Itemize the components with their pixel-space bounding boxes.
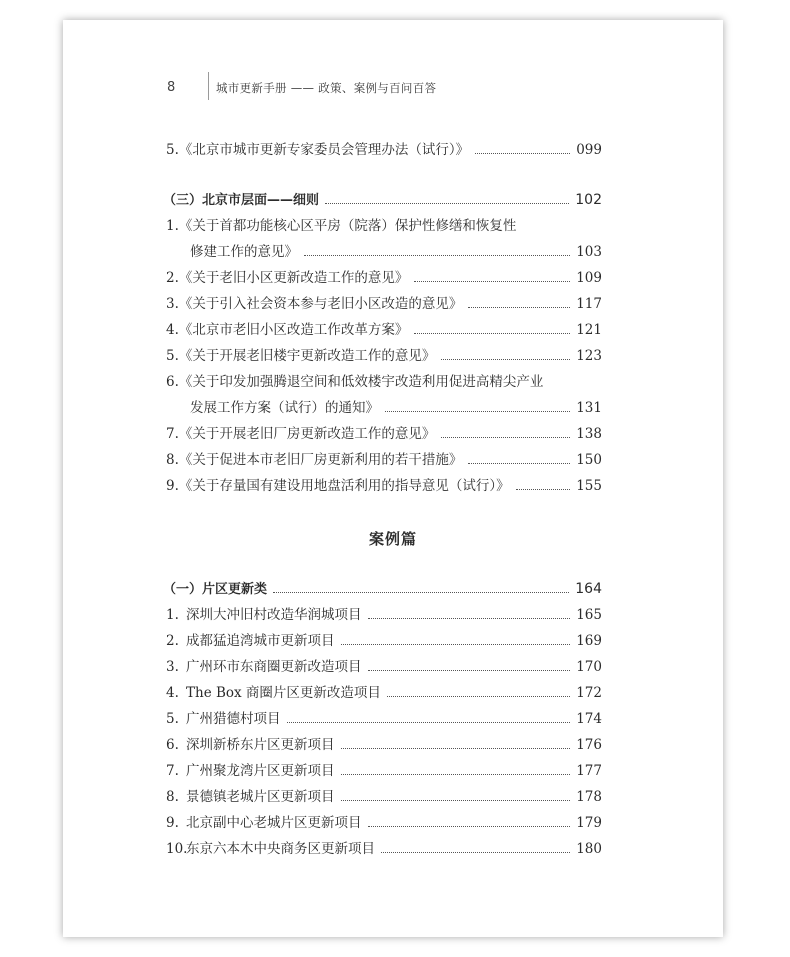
book-page <box>63 20 723 937</box>
section-title: （三）北京市层面——细则 <box>163 193 320 208</box>
entry-number: 8. <box>166 789 179 805</box>
entry-number: 8. <box>166 452 179 468</box>
entry-page: 109 <box>576 270 602 286</box>
toc-entry[interactable] <box>166 424 602 444</box>
dot-leader <box>273 591 569 593</box>
entry-title: 《关于存量国有建设用地盘活利用的指导意见（试行）》 <box>178 478 510 494</box>
toc-entry[interactable] <box>166 657 602 677</box>
toc-entry[interactable] <box>166 735 602 755</box>
entry-page: 165 <box>576 607 602 623</box>
entry-number: 5. <box>166 348 179 364</box>
toc-entry[interactable] <box>166 268 602 288</box>
toc-entry[interactable] <box>166 761 602 781</box>
entry-page: 099 <box>576 142 602 158</box>
dot-leader <box>325 202 569 204</box>
dot-leader <box>414 332 570 334</box>
toc-entry[interactable] <box>166 813 602 833</box>
dot-leader <box>385 410 570 412</box>
section-page: 164 <box>575 581 602 597</box>
toc-entry[interactable] <box>166 476 602 496</box>
entry-number: 1. <box>166 218 179 234</box>
dot-leader <box>304 254 570 256</box>
toc-section-heading[interactable] <box>163 190 602 210</box>
entry-page: 179 <box>576 815 602 831</box>
toc-entry[interactable] <box>166 709 602 729</box>
dot-leader <box>341 747 571 749</box>
dot-leader <box>441 436 570 438</box>
entry-page: 180 <box>576 841 602 857</box>
entry-title: 《关于引入社会资本参与老旧小区改造的意见》 <box>178 296 463 312</box>
toc-entry[interactable] <box>166 605 602 625</box>
entry-title-cont: 发展工作方案（试行）的通知》 <box>190 400 379 416</box>
toc-entry[interactable] <box>166 839 602 859</box>
entry-title-cont: 修建工作的意见》 <box>190 244 298 260</box>
entry-number: 5. <box>166 711 179 727</box>
dot-leader <box>368 669 571 671</box>
entry-number: 5. <box>166 142 179 158</box>
dot-leader <box>516 488 571 490</box>
toc-entry-continuation[interactable] <box>190 242 602 262</box>
dot-leader <box>381 851 570 853</box>
entry-number: 4. <box>166 685 179 701</box>
toc-entry[interactable] <box>166 372 602 392</box>
book-title: 城市更新手册 —— 政策、案例与百问百答 <box>216 81 437 95</box>
entry-page: 117 <box>576 296 602 312</box>
entry-page: 121 <box>576 322 602 338</box>
entry-title: 深圳新桥东片区更新项目 <box>186 737 335 753</box>
entry-title: 广州环市东商圈更新改造项目 <box>186 659 362 675</box>
section-title: （一）片区更新类 <box>163 582 268 597</box>
entry-number: 9. <box>166 815 179 831</box>
dot-leader <box>441 358 570 360</box>
entry-title: 《北京市城市更新专家委员会管理办法（试行）》 <box>178 142 470 158</box>
entry-page: 176 <box>576 737 602 753</box>
entry-page: 177 <box>576 763 602 779</box>
dot-leader <box>414 280 570 282</box>
entry-number: 10. <box>166 841 188 857</box>
entry-title: 《关于印发加强腾退空间和低效楼宇改造利用促进高精尖产业 <box>178 374 544 390</box>
entry-number: 7. <box>166 426 179 442</box>
part-heading: 案例篇 <box>368 530 417 548</box>
entry-title: 景德镇老城片区更新项目 <box>186 789 335 805</box>
toc-entry[interactable] <box>166 450 602 470</box>
entry-number: 1. <box>166 607 179 623</box>
entry-page: 174 <box>576 711 602 727</box>
dot-leader <box>341 773 571 775</box>
toc-entry[interactable] <box>166 787 602 807</box>
dot-leader <box>287 721 571 723</box>
entry-page: 123 <box>576 348 602 364</box>
dot-leader <box>475 152 570 154</box>
toc-entry[interactable] <box>166 216 602 236</box>
entry-title: 《关于首都功能核心区平房（院落）保护性修缮和恢复性 <box>178 218 517 234</box>
dot-leader <box>468 462 570 464</box>
running-head <box>63 20 723 95</box>
entry-title: 成都猛追湾城市更新项目 <box>186 633 335 649</box>
entry-page: 172 <box>576 685 602 701</box>
dot-leader <box>368 825 571 827</box>
entry-title: 北京副中心老城片区更新项目 <box>186 815 362 831</box>
toc-entry[interactable] <box>166 683 602 703</box>
entry-number: 6. <box>166 737 179 753</box>
entry-number: 3. <box>166 659 179 675</box>
toc-entry[interactable] <box>166 346 602 366</box>
page-number: 8 <box>167 80 176 95</box>
entry-number: 4. <box>166 322 179 338</box>
entry-number: 3. <box>166 296 179 312</box>
section-page: 102 <box>575 192 602 208</box>
dot-leader <box>387 695 570 697</box>
toc-entry[interactable] <box>166 140 602 160</box>
entry-page: 169 <box>576 633 602 649</box>
header-divider <box>208 72 209 100</box>
entry-title: 《北京市老旧小区改造工作改革方案》 <box>178 322 409 338</box>
entry-number: 6. <box>166 374 179 390</box>
toc-entry[interactable] <box>166 294 602 314</box>
dot-leader <box>341 799 571 801</box>
dot-leader <box>468 306 570 308</box>
entry-title: 深圳大冲旧村改造华润城项目 <box>186 607 362 623</box>
entry-title: 《关于开展老旧厂房更新改造工作的意见》 <box>178 426 436 442</box>
toc-section-heading[interactable] <box>163 579 602 599</box>
entry-page: 178 <box>576 789 602 805</box>
entry-page: 150 <box>576 452 602 468</box>
entry-title: 广州猎德村项目 <box>186 711 281 727</box>
entry-number: 2. <box>166 270 179 286</box>
toc-entry[interactable] <box>166 631 602 651</box>
dot-leader <box>341 643 571 645</box>
entry-title: 东京六本木中央商务区更新项目 <box>186 841 375 857</box>
entry-page: 103 <box>576 244 602 260</box>
entry-number: 7. <box>166 763 179 779</box>
entry-page: 131 <box>576 400 602 416</box>
entry-title: 广州聚龙湾片区更新项目 <box>186 763 335 779</box>
entry-page: 170 <box>576 659 602 675</box>
entry-title: The Box 商圈片区更新改造项目 <box>186 685 381 701</box>
entry-page: 155 <box>576 478 602 494</box>
entry-number: 9. <box>166 478 179 494</box>
entry-title: 《关于老旧小区更新改造工作的意见》 <box>178 270 409 286</box>
toc-entry[interactable] <box>166 320 602 340</box>
dot-leader <box>368 617 571 619</box>
entry-number: 2. <box>166 633 179 649</box>
toc-entry-continuation[interactable] <box>190 398 602 418</box>
entry-title: 《关于开展老旧楼宇更新改造工作的意见》 <box>178 348 436 364</box>
entry-title: 《关于促进本市老旧厂房更新利用的若干措施》 <box>178 452 463 468</box>
entry-page: 138 <box>576 426 602 442</box>
